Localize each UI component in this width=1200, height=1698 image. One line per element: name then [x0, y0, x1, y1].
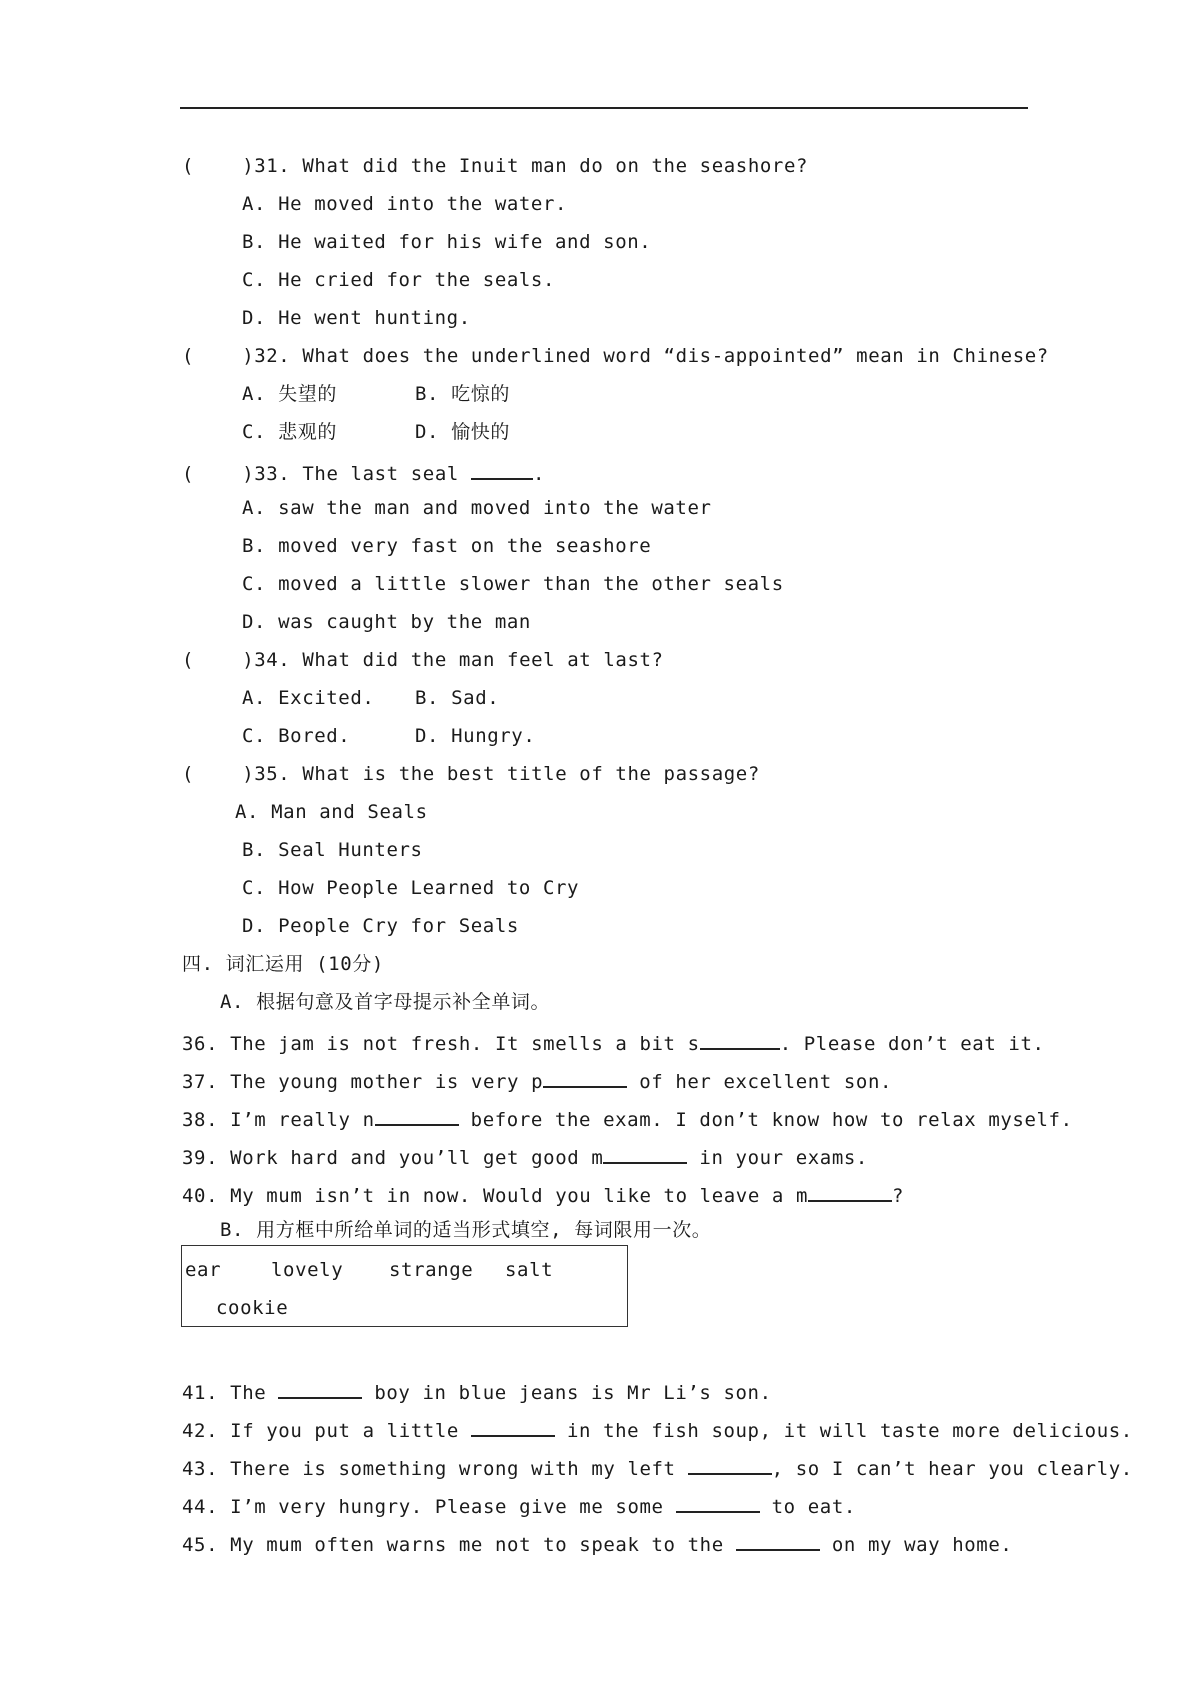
fill-item-text: 44. I’m very hungry. Please give me some	[182, 1496, 676, 1518]
word-box-item: lovely	[271, 1259, 344, 1281]
fill-item-text: 43. There is something wrong with my left	[182, 1458, 688, 1480]
fill-item-44	[182, 1491, 856, 1518]
vocab-item-text: in your exams.	[687, 1147, 868, 1169]
word-box-item: salt	[505, 1259, 554, 1281]
question-32-option-d: D. 愉快的	[415, 421, 510, 443]
question-32-option-c: C. 悲观的	[242, 421, 337, 443]
question-35-stem: ( )35. What is the best title of the passage?	[182, 763, 760, 785]
part-b-title: B. 用方框中所给单词的适当形式填空, 每词限用一次。	[220, 1219, 712, 1241]
question-35-option-d: D. People Cry for Seals	[242, 915, 519, 937]
question-34-stem: ( )34. What did the man feel at last?	[182, 649, 664, 671]
word-box-item: strange	[389, 1259, 474, 1281]
vocab-item-text: of her excellent son.	[627, 1071, 893, 1093]
question-32-option-a: A. 失望的	[242, 383, 337, 405]
question-35-option-a: A. Man and Seals	[235, 801, 428, 823]
word-box-item: cookie	[216, 1297, 289, 1319]
vocab-item-text: 36. The jam is not fresh. It smells a bit s	[182, 1033, 700, 1055]
vocab-item-text: 39. Work hard and you’ll get good m	[182, 1147, 604, 1169]
question-34-option-c: C. Bored.	[242, 725, 351, 747]
question-34-option-d: D. Hungry.	[415, 725, 536, 747]
fill-item-text: 41. The	[182, 1382, 279, 1404]
fill-item-42	[182, 1415, 1133, 1442]
part-a-title: A. 根据句意及首字母提示补全单词。	[220, 991, 551, 1013]
question-31-stem: ( )31. What did the Inuit man do on the seashore?	[182, 155, 809, 177]
fill-item-text: on my way home.	[819, 1534, 1013, 1556]
answer-blank[interactable]	[736, 1529, 820, 1551]
question-31-option-c: C. He cried for the seals.	[242, 269, 556, 291]
vocab-item-text: 38. I’m really n	[182, 1109, 375, 1131]
question-33-option-a: A. saw the man and moved into the water	[242, 497, 712, 519]
question-31-option-b: B. He waited for his wife and son.	[242, 231, 652, 253]
vocab-item-39	[182, 1142, 868, 1169]
question-32-option-b: B. 吃惊的	[415, 383, 510, 405]
question-35-option-c: C. How People Learned to Cry	[242, 877, 580, 899]
vocab-item-36	[182, 1028, 1045, 1055]
vocab-item-38	[182, 1104, 1073, 1131]
answer-blank[interactable]	[375, 1104, 459, 1126]
answer-blank[interactable]	[700, 1028, 780, 1050]
answer-blank[interactable]	[543, 1066, 627, 1088]
vocab-item-text: 37. The young mother is very p	[182, 1071, 544, 1093]
question-34-option-a: A. Excited.	[242, 687, 375, 709]
fill-item-43	[182, 1453, 1133, 1480]
answer-blank[interactable]	[808, 1180, 892, 1202]
fill-item-text: 42. If you put a little	[182, 1420, 471, 1442]
answer-blank[interactable]	[471, 458, 533, 480]
question-33-stem-pre: ( )33. The last seal	[182, 463, 471, 485]
answer-blank[interactable]	[471, 1415, 555, 1437]
fill-item-text: boy in blue jeans is Mr Li’s son.	[362, 1382, 772, 1404]
question-32-stem: ( )32. What does the underlined word “dis-appointed” mean in Chinese?	[182, 345, 1049, 367]
question-33-stem	[182, 458, 545, 485]
vocab-item-text: 40. My mum isn’t in now. Would you like to leave a m	[182, 1185, 809, 1207]
question-33-option-c: C. moved a little slower than the other seals	[242, 573, 784, 595]
answer-blank[interactable]	[676, 1491, 760, 1513]
word-box	[181, 1245, 628, 1327]
fill-item-text: in the fish soup, it will taste more delicious.	[554, 1420, 1133, 1442]
answer-blank[interactable]	[278, 1377, 362, 1399]
question-35-option-b: B. Seal Hunters	[242, 839, 423, 861]
word-box-item: ear	[185, 1259, 222, 1281]
vocab-item-37	[182, 1066, 893, 1093]
fill-item-text: 45. My mum often warns me not to speak to the	[182, 1534, 736, 1556]
vocab-item-text: . Please don’t eat it.	[779, 1033, 1045, 1055]
vocab-item-text: before the exam. I don’t know how to relax myself.	[458, 1109, 1073, 1131]
answer-blank[interactable]	[603, 1142, 687, 1164]
question-33-option-b: B. moved very fast on the seashore	[242, 535, 652, 557]
fill-item-41	[182, 1377, 772, 1404]
vocab-item-40	[182, 1180, 905, 1207]
fill-item-45	[182, 1529, 1013, 1556]
vocab-item-text: ?	[892, 1185, 905, 1207]
question-31-option-a: A. He moved into the water.	[242, 193, 568, 215]
question-33-stem-post: .	[532, 463, 545, 485]
header-rule	[180, 107, 1028, 109]
answer-blank[interactable]	[688, 1453, 772, 1475]
question-31-option-d: D. He went hunting.	[242, 307, 471, 329]
question-33-option-d: D. was caught by the man	[242, 611, 531, 633]
fill-item-text: to eat.	[759, 1496, 856, 1518]
section-4-title: 四. 词汇运用 (10分)	[182, 953, 384, 975]
fill-item-text: , so I can’t hear you clearly.	[771, 1458, 1133, 1480]
question-34-option-b: B. Sad.	[415, 687, 500, 709]
